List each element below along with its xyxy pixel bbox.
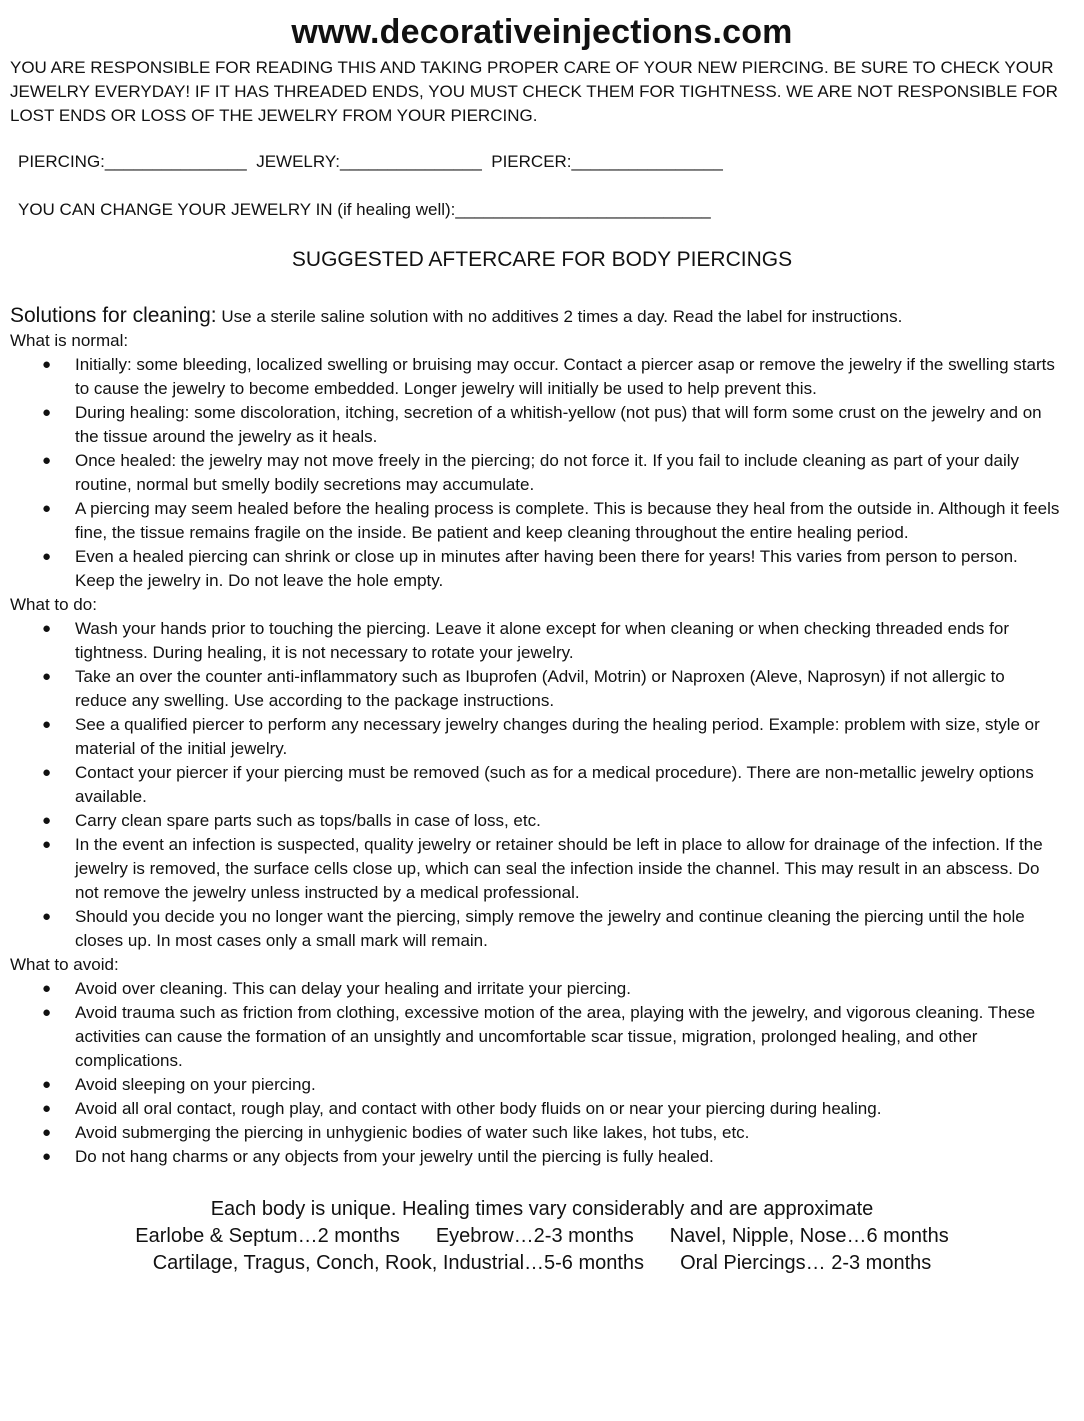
bullet-icon: ●: [42, 716, 52, 733]
list-item: [10, 1145, 1060, 1169]
healing-row-2: [0, 1250, 1084, 1277]
form-fields-row: [18, 150, 1058, 174]
list-item-text: Initially: some bleeding, localized swelling or bruising may occur. Contact a piercer asap or remove the jewelry if the swelling starts to cause the jewelry to become embedded. Longer jewelry will initially be used to help prevent this.: [75, 355, 1055, 398]
list-item: [10, 665, 1060, 713]
list-item: [10, 545, 1060, 593]
list-item: [10, 617, 1060, 665]
solutions-text: Use a sterile saline solution with no additives 2 times a day. Read the label for instructions.: [221, 307, 903, 326]
bullet-icon: ●: [42, 1148, 52, 1165]
list-item-text: Avoid submerging the piercing in unhygienic bodies of water such like lakes, hot tubs, etc.: [75, 1123, 750, 1142]
bullet-icon: ●: [42, 908, 52, 925]
list-item-text: Do not hang charms or any objects from your jewelry until the piercing is fully healed.: [75, 1147, 714, 1166]
bullet-icon: ●: [42, 1076, 52, 1093]
list-item-text: A piercing may seem healed before the healing process is complete. This is because they heal from the outside in. Although it feels fine, the tissue remains fragile on the inside. Be patient and keep cleaning throughout the entire healing period.: [75, 499, 1060, 542]
list-item: [10, 833, 1060, 905]
bullet-icon: ●: [42, 1100, 52, 1117]
solutions-lead: Solutions for cleaning:: [10, 304, 217, 327]
list-item: [10, 1121, 1060, 1145]
oral-piercings-time: Oral Piercings… 2-3 months: [680, 1252, 932, 1274]
change-jewelry-field: YOU CAN CHANGE YOUR JEWELRY IN (if healing well):___________________________: [18, 200, 711, 219]
list-item-text: Even a healed piercing can shrink or close up in minutes after having been there for years! This varies from person to person. Keep the jewelry in. Do not leave the hole empty.: [75, 547, 1018, 590]
responsibility-notice: YOU ARE RESPONSIBLE FOR READING THIS AND TAKING PROPER CARE OF YOUR NEW PIERCING. BE SURE TO CHECK YOUR JEWELRY EVERYDAY! IF IT HAS THREADED ENDS, YOU MUST CHECK THEM FOR TIGHTNESS. WE ARE NOT RESPONSIBLE FOR LOST ENDS OR LOSS OF THE JEWELRY FROM YOUR PIERCING.: [10, 58, 1058, 125]
section-title: SUGGESTED AFTERCARE FOR BODY PIERCINGS: [291, 248, 793, 271]
list-item: [10, 1001, 1060, 1073]
navel-nipple-nose-time: Navel, Nipple, Nose…6 months: [669, 1225, 949, 1247]
bullet-icon: ●: [42, 812, 52, 829]
bullet-icon: ●: [42, 668, 52, 685]
list-item-text: Take an over the counter anti-inflammatory such as Ibuprofen (Advil, Motrin) or Naproxen (Aleve, Naprosyn) if not allergic to reduce any swelling. Use according to the package instructions.: [75, 667, 1005, 710]
list-item: [10, 761, 1060, 809]
normal-list: [10, 353, 1060, 593]
list-item-text: Avoid sleeping on your piercing.: [75, 1075, 316, 1094]
list-item-text: See a qualified piercer to perform any necessary jewelry changes during the healing period. Example: problem with size, style or material of the initial jewelry.: [75, 715, 1040, 758]
bullet-icon: ●: [42, 620, 52, 637]
bullet-icon: ●: [42, 356, 52, 373]
list-item-text: Avoid trauma such as friction from clothing, excessive motion of the area, playing with the jewelry, and vigorous cleaning. These activities can cause the formation of an unsightly and uncomfortable scar tissue, migration, prolonged healing, and other complications.: [75, 1003, 1036, 1070]
piercer-field: PIERCER:________________: [491, 152, 723, 171]
list-item-text: In the event an infection is suspected, quality jewelry or retainer should be left in place to allow for drainage of the infection. If the jewelry is removed, the surface cells close up, which can seal the infection inside the channel. This may result in an abscess. Do not remove the jewelry unless instructed by a medical professional.: [75, 835, 1043, 902]
list-item-text: Avoid over cleaning. This can delay your healing and irritate your piercing.: [75, 979, 631, 998]
earlobe-septum-time: Earlobe & Septum…2 months: [135, 1225, 400, 1247]
bullet-icon: ●: [42, 836, 52, 853]
bullet-icon: ●: [42, 764, 52, 781]
list-item: [10, 401, 1060, 449]
list-item: [10, 809, 1060, 833]
cartilage-time: Cartilage, Tragus, Conch, Rook, Industrial…5-6 months: [152, 1252, 645, 1274]
healing-row-1: [0, 1223, 1084, 1250]
list-item: [10, 977, 1060, 1001]
bullet-icon: ●: [42, 1004, 52, 1021]
healing-times: [0, 1196, 1084, 1277]
list-item-text: Carry clean spare parts such as tops/balls in case of loss, etc.: [75, 811, 541, 830]
list-item: [10, 353, 1060, 401]
list-item: [10, 713, 1060, 761]
list-item: [10, 1097, 1060, 1121]
what-to-avoid-label: What to avoid:: [10, 955, 119, 974]
bullet-icon: ●: [42, 548, 52, 565]
avoid-list: [10, 977, 1060, 1169]
todo-list: [10, 617, 1060, 953]
what-to-do-label: What to do:: [10, 595, 97, 614]
list-item-text: Contact your piercer if your piercing must be removed (such as for a medical procedure). There are non-metallic jewelry options available.: [75, 763, 1034, 806]
bullet-icon: ●: [42, 980, 52, 997]
list-item: [10, 905, 1060, 953]
eyebrow-time: Eyebrow…2-3 months: [435, 1225, 634, 1247]
healing-note: Each body is unique. Healing times vary considerably and are approximate: [210, 1198, 874, 1220]
list-item: [10, 497, 1060, 545]
jewelry-field: JEWELRY:_______________: [256, 152, 482, 171]
bullet-icon: ●: [42, 1124, 52, 1141]
bullet-icon: ●: [42, 404, 52, 421]
list-item: [10, 1073, 1060, 1097]
list-item-text: During healing: some discoloration, itching, secretion of a whitish-yellow (not pus) that will form some crust on the jewelry and on the tissue around the jewelry as it heals.: [75, 403, 1042, 446]
bullet-icon: ●: [42, 500, 52, 517]
solutions-paragraph: [10, 304, 1060, 329]
piercing-field: PIERCING:_______________: [18, 152, 247, 171]
list-item-text: Should you decide you no longer want the piercing, simply remove the jewelry and continue cleaning the piercing until the hole closes up. In most cases only a small mark will remain.: [75, 907, 1025, 950]
list-item: [10, 449, 1060, 497]
what-is-normal-label: What is normal:: [10, 331, 129, 350]
bullet-icon: ●: [42, 452, 52, 469]
aftercare-content: [10, 304, 1060, 1169]
list-item-text: Once healed: the jewelry may not move freely in the piercing; do not force it. If you fail to include cleaning as part of your daily routine, normal but smelly bodily secretions may accumulate.: [75, 451, 1020, 494]
list-item-text: Wash your hands prior to touching the piercing. Leave it alone except for when cleaning or when checking threaded ends for tightness. During healing, it is not necessary to rotate your jewelry.: [75, 619, 1009, 662]
list-item-text: Avoid all oral contact, rough play, and contact with other body fluids on or near your piercing during healing.: [75, 1099, 882, 1118]
site-url-title: www.decorativeinjections.com: [291, 13, 793, 51]
